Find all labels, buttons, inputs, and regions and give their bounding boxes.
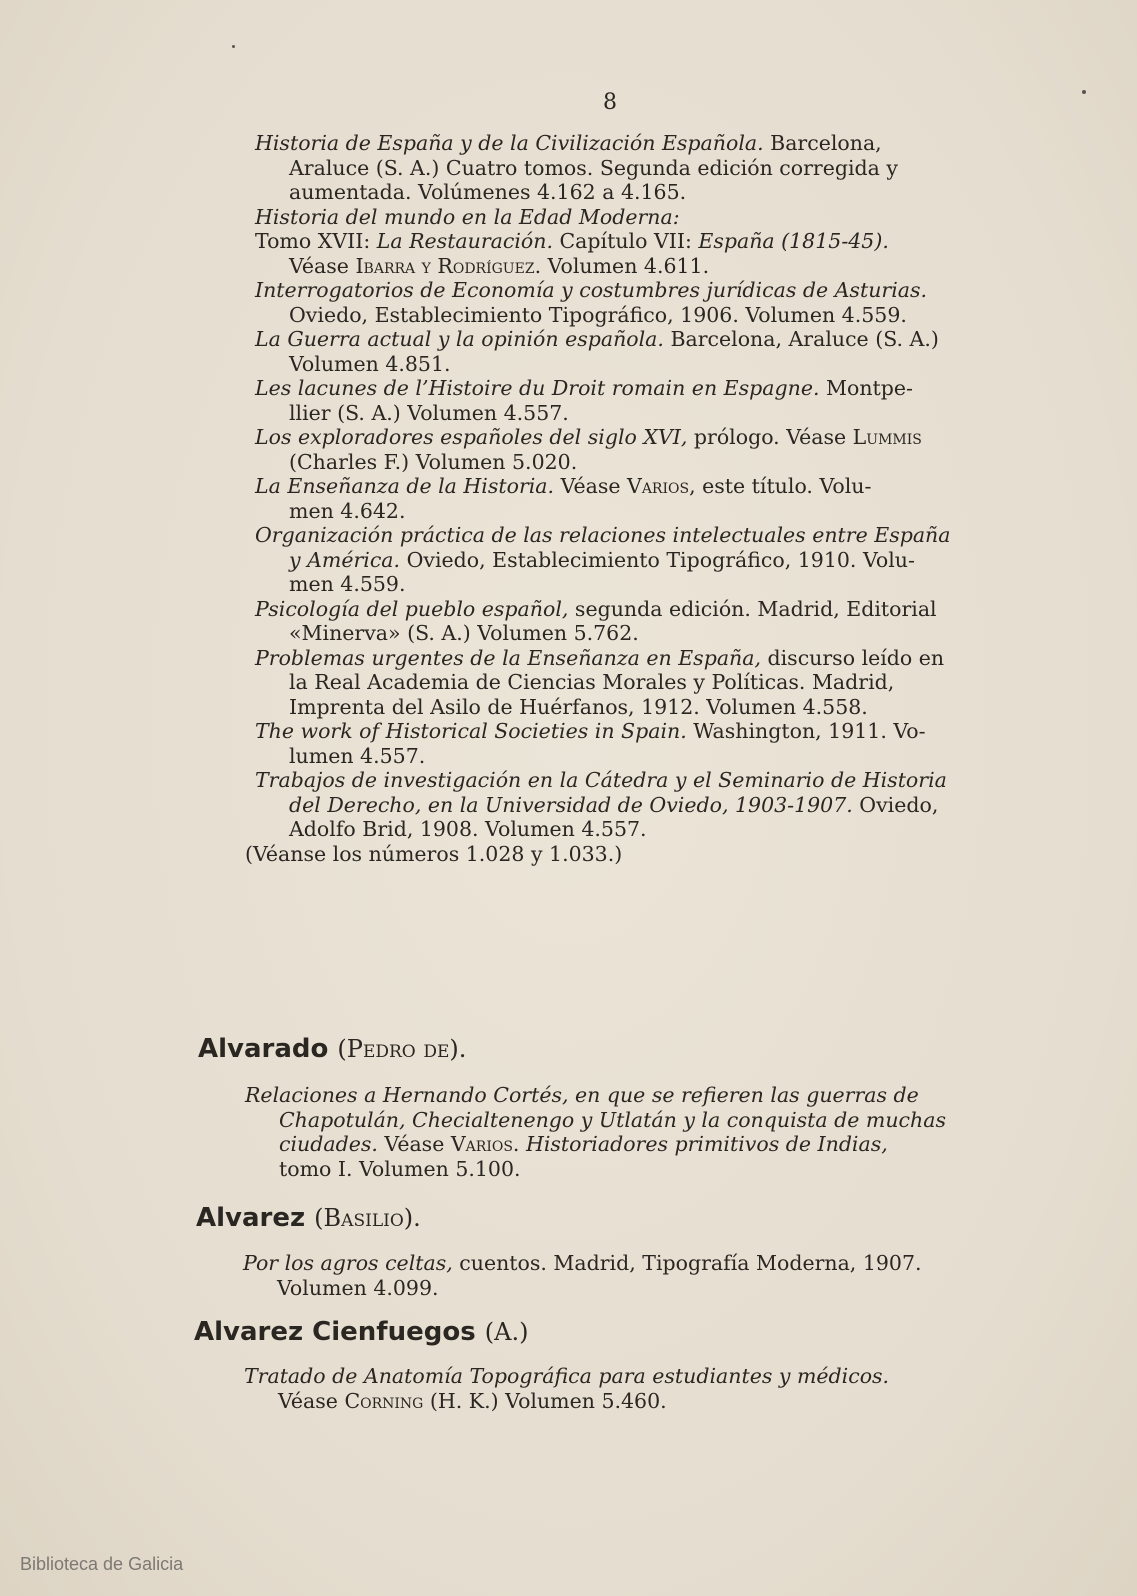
bibliography-entry: Relaciones a Hernando Cortés, en que se refieren las guerras de Chapotulán, Checialtenengo y Utlatán y la conquista de muchas ciudades. Véase Varios. Historiadores primitivos de Indias, tomo I. Volumen 5.100. [245,1083,946,1181]
bibliography-entry: The work of Historical Societies in Spain. Washington, 1911. Vo- lumen 4.557. [255,719,926,768]
author-surname: Alvarez Cienfuegos [194,1317,485,1347]
bibliography-entry: Tratado de Anatomía Topográfica para estudiantes y médicos. Véase Corning (H. K.) Volumen 5.460. [244,1364,890,1413]
bibliography-entry: Tomo XVII: La Restauración. Capítulo VII: España (1815-45). Véase Ibarra y Rodríguez. Volumen 4.611. [255,229,889,278]
author-given-name: (A.) [484,1318,529,1346]
author-surname: Alvarado [198,1034,338,1064]
bibliography-entry: Los exploradores españoles del siglo XVI, prólogo. Véase Lummis (Charles F.) Volumen 5.020. [255,425,922,474]
paper-speck [232,45,235,48]
bibliography-entry: Psicología del pueblo español, segunda edición. Madrid, Editorial «Minerva» (S. A.) Volumen 5.762. [255,596,937,645]
bibliography-entry: Organización práctica de las relaciones intelectuales entre España y América. Oviedo, Establecimiento Tipográfico, 1910. Volu- men 4.559. [255,523,951,596]
bibliography-entry: Por los agros celtas, cuentos. Madrid, Tipografía Moderna, 1907. Volumen 4.099. [243,1251,922,1300]
entries-block [245,131,1015,866]
footer-credit: Biblioteca de Galicia [20,1554,184,1574]
author-given-name: (Pedro de). [337,1035,467,1063]
author-entries [245,1083,1005,1181]
author-heading [198,1034,466,1064]
paper-speck [1082,90,1086,94]
bibliography-entry: Interrogatorios de Economía y costumbres jurídicas de Asturias. Oviedo, Establecimiento Tipográfico, 1906. Volumen 4.559. [255,278,928,327]
author-given-name: (Basilio). [314,1204,421,1232]
bibliography-entry: La Enseñanza de la Historia. Véase Varios, este título. Volu- men 4.642. [255,474,872,523]
author-surname: Alvarez [196,1203,315,1233]
bibliography-entry: Les lacunes de l’Histoire du Droit romain en Espagne. Montpe- llier (S. A.) Volumen 4.557. [255,376,913,425]
bibliography-entry: La Guerra actual y la opinión española. Barcelona, Araluce (S. A.) Volumen 4.851. [255,327,939,376]
bibliography-entry: Trabajos de investigación en la Cátedra y el Seminario de Historia del Derecho, en la Universidad de Oviedo, 1903-1907. Oviedo, Adolfo Brid, 1908. Volumen 4.557. [255,768,947,841]
author-entries [243,1251,1003,1300]
bibliography-entry: Historia del mundo en la Edad Moderna: [255,204,680,229]
author-heading [196,1203,421,1233]
cross-reference-note: (Véanse los números 1.028 y 1.033.) [245,841,623,866]
author-heading [194,1317,528,1347]
bibliography-entry: Problemas urgentes de la Enseñanza en España, discurso leído en la Real Academia de Ciencias Morales y Políticas. Madrid, Imprenta del Asilo de Huérfanos, 1912. Volumen 4.558. [255,645,945,719]
author-entries [244,1364,1004,1413]
bibliography-entry: Historia de España y de la Civilización Española. Barcelona, Araluce (S. A.) Cuatro tomos. Segunda edición corregida y aumentada. Volúmenes 4.162 a 4.165. [255,131,898,204]
page-number: 8 [603,90,617,115]
